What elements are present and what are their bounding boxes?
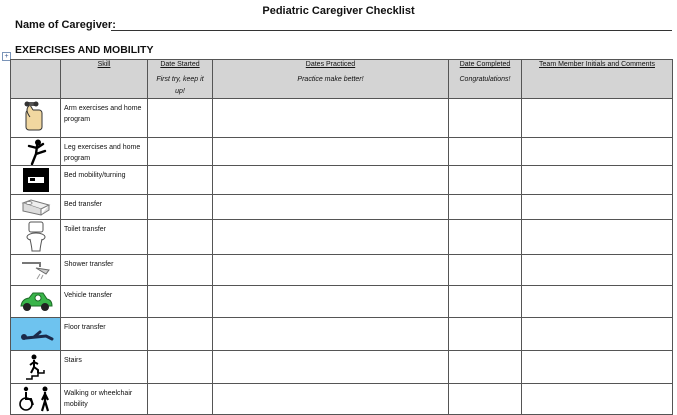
table-row bbox=[11, 99, 673, 138]
header-date-started: Date Started First try, keep it up! bbox=[148, 60, 213, 99]
date-completed-cell[interactable] bbox=[449, 286, 522, 318]
team-comments-cell[interactable] bbox=[522, 286, 673, 318]
caregiver-name-field[interactable] bbox=[111, 30, 672, 31]
table-row bbox=[11, 255, 673, 286]
date-started-cell[interactable] bbox=[148, 220, 213, 255]
car-icon bbox=[11, 286, 61, 318]
team-comments-cell[interactable] bbox=[522, 351, 673, 384]
team-comments-cell[interactable] bbox=[522, 166, 673, 195]
team-comments-cell[interactable] bbox=[522, 255, 673, 286]
date-started-cell[interactable] bbox=[148, 286, 213, 318]
skill-label: Floor transfer bbox=[61, 318, 148, 351]
table-row bbox=[11, 220, 673, 255]
skill-label: Vehicle transfer bbox=[61, 286, 148, 318]
date-completed-cell[interactable] bbox=[449, 138, 522, 166]
checklist-table bbox=[10, 59, 673, 415]
toilet-icon bbox=[11, 220, 61, 255]
dates-practiced-cell[interactable] bbox=[213, 318, 449, 351]
date-completed-cell[interactable] bbox=[449, 99, 522, 138]
section-title: EXERCISES AND MOBILITY bbox=[15, 44, 154, 56]
team-comments-cell[interactable] bbox=[522, 384, 673, 415]
date-started-cell[interactable] bbox=[148, 384, 213, 415]
date-started-cell[interactable] bbox=[148, 255, 213, 286]
dates-practiced-cell[interactable] bbox=[213, 220, 449, 255]
shower-icon bbox=[11, 255, 61, 286]
table-row bbox=[11, 166, 673, 195]
skill-label: Arm exercises and home program bbox=[61, 99, 148, 138]
caregiver-label: Name of Caregiver: bbox=[15, 19, 116, 31]
skill-label: Walking or wheelchair mobility bbox=[61, 384, 148, 415]
page-title: Pediatric Caregiver Checklist bbox=[262, 5, 415, 17]
header-icon-cell bbox=[11, 60, 61, 99]
header-dates-practiced: Dates Practiced Practice make better! bbox=[213, 60, 449, 99]
team-comments-cell[interactable] bbox=[522, 138, 673, 166]
skill-label: Leg exercises and home program bbox=[61, 138, 148, 166]
dates-practiced-cell[interactable] bbox=[213, 255, 449, 286]
floor-transfer-icon bbox=[11, 318, 61, 351]
stairs-icon bbox=[11, 351, 61, 384]
team-comments-cell[interactable] bbox=[522, 318, 673, 351]
date-completed-cell[interactable] bbox=[449, 255, 522, 286]
date-started-cell[interactable] bbox=[148, 138, 213, 166]
date-completed-cell[interactable] bbox=[449, 220, 522, 255]
dates-practiced-cell[interactable] bbox=[213, 195, 449, 220]
header-team-comments: Team Member Initials and Comments bbox=[522, 60, 673, 99]
wheelchair-walking-icon bbox=[11, 384, 61, 415]
dates-practiced-cell[interactable] bbox=[213, 166, 449, 195]
table-row bbox=[11, 351, 673, 384]
date-completed-cell[interactable] bbox=[449, 351, 522, 384]
skill-label: Stairs bbox=[61, 351, 148, 384]
table-row bbox=[11, 286, 673, 318]
dates-practiced-cell[interactable] bbox=[213, 99, 449, 138]
dates-practiced-cell[interactable] bbox=[213, 384, 449, 415]
table-row bbox=[11, 195, 673, 220]
skill-label: Shower transfer bbox=[61, 255, 148, 286]
date-started-cell[interactable] bbox=[148, 351, 213, 384]
bed-mobility-icon bbox=[11, 166, 61, 195]
date-started-cell[interactable] bbox=[148, 318, 213, 351]
table-row bbox=[11, 384, 673, 415]
bed-icon bbox=[11, 195, 61, 220]
table-row bbox=[11, 138, 673, 166]
table-move-handle-icon[interactable]: + bbox=[2, 52, 11, 61]
table-row bbox=[11, 318, 673, 351]
dates-practiced-cell[interactable] bbox=[213, 138, 449, 166]
table-header-row bbox=[11, 60, 673, 99]
skill-label: Bed transfer bbox=[61, 195, 148, 220]
date-completed-cell[interactable] bbox=[449, 166, 522, 195]
arm-exercise-icon bbox=[11, 99, 61, 138]
team-comments-cell[interactable] bbox=[522, 195, 673, 220]
leg-exercise-icon bbox=[11, 138, 61, 166]
header-skill: Skill bbox=[61, 60, 148, 99]
date-completed-cell[interactable] bbox=[449, 318, 522, 351]
skill-label: Toilet transfer bbox=[61, 220, 148, 255]
date-completed-cell[interactable] bbox=[449, 384, 522, 415]
header-date-completed: Date Completed Congratulations! bbox=[449, 60, 522, 99]
date-started-cell[interactable] bbox=[148, 195, 213, 220]
skill-label: Bed mobility/turning bbox=[61, 166, 148, 195]
date-started-cell[interactable] bbox=[148, 166, 213, 195]
date-started-cell[interactable] bbox=[148, 99, 213, 138]
dates-practiced-cell[interactable] bbox=[213, 351, 449, 384]
team-comments-cell[interactable] bbox=[522, 220, 673, 255]
team-comments-cell[interactable] bbox=[522, 99, 673, 138]
dates-practiced-cell[interactable] bbox=[213, 286, 449, 318]
date-completed-cell[interactable] bbox=[449, 195, 522, 220]
